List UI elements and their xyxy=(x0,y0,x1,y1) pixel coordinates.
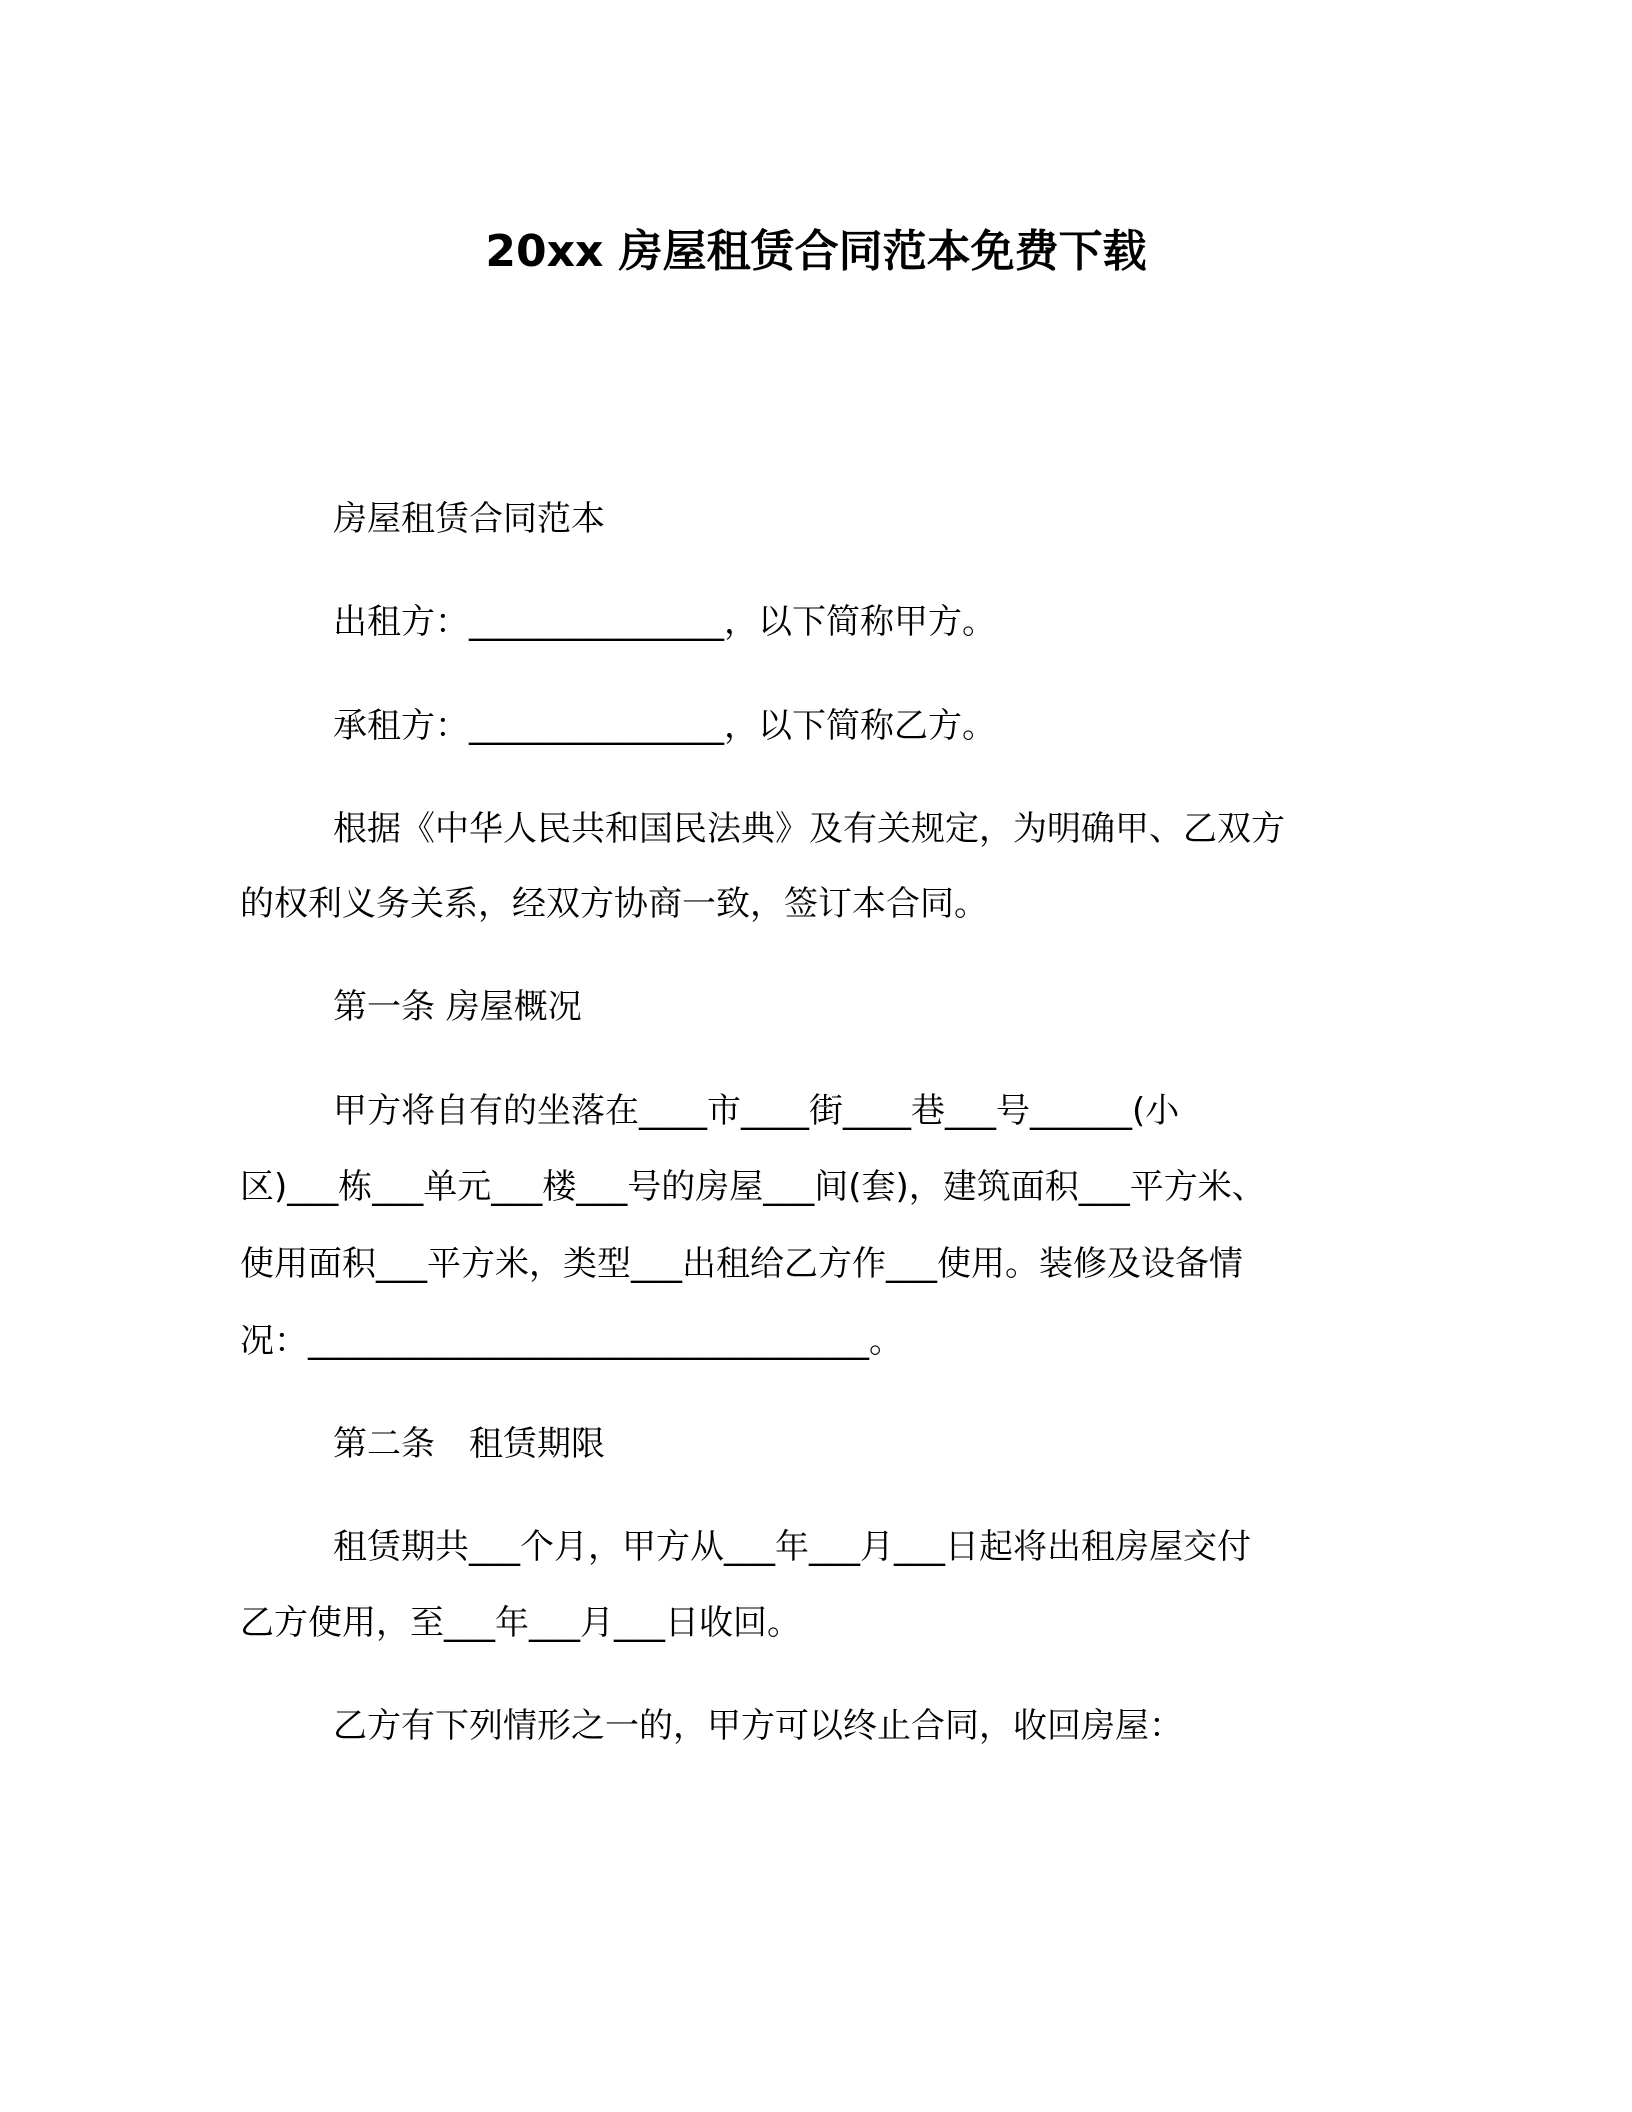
lessor-line: 出租方：_______________，以下简称甲方。 xyxy=(333,602,996,642)
article-1-line-3: 使用面积___平方米，类型___出租给乙方作___使用。装修及设备情 xyxy=(240,1244,1243,1284)
article-1-heading: 第一条 房屋概况 xyxy=(333,987,582,1027)
article-1-line-1: 甲方将自有的坐落在____市____街____巷___号______(小 xyxy=(333,1091,1180,1131)
article-1-line-4: 况：_________________________________。 xyxy=(240,1321,903,1361)
article-1-line-2: 区)___栋___单元___楼___号的房屋___间(套)，建筑面积___平方米、 xyxy=(240,1167,1266,1207)
termination-line: 乙方有下列情形之一的，甲方可以终止合同，收回房屋： xyxy=(333,1706,1183,1746)
article-2-heading: 第二条 租赁期限 xyxy=(333,1424,605,1464)
document-title: 20xx 房屋租赁合同范本免费下载 xyxy=(485,226,1147,277)
subtitle: 房屋租赁合同范本 xyxy=(333,499,605,539)
preamble-line-1: 根据《中华人民共和国民法典》及有关规定，为明确甲、乙双方 xyxy=(333,809,1285,849)
preamble-line-2: 的权利义务关系，经双方协商一致，签订本合同。 xyxy=(240,884,988,924)
lessee-line: 承租方：_______________，以下简称乙方。 xyxy=(333,706,996,746)
article-2-line-2: 乙方使用，至___年___月___日收回。 xyxy=(240,1603,801,1643)
article-2-line-1: 租赁期共___个月，甲方从___年___月___日起将出租房屋交付 xyxy=(333,1527,1251,1567)
